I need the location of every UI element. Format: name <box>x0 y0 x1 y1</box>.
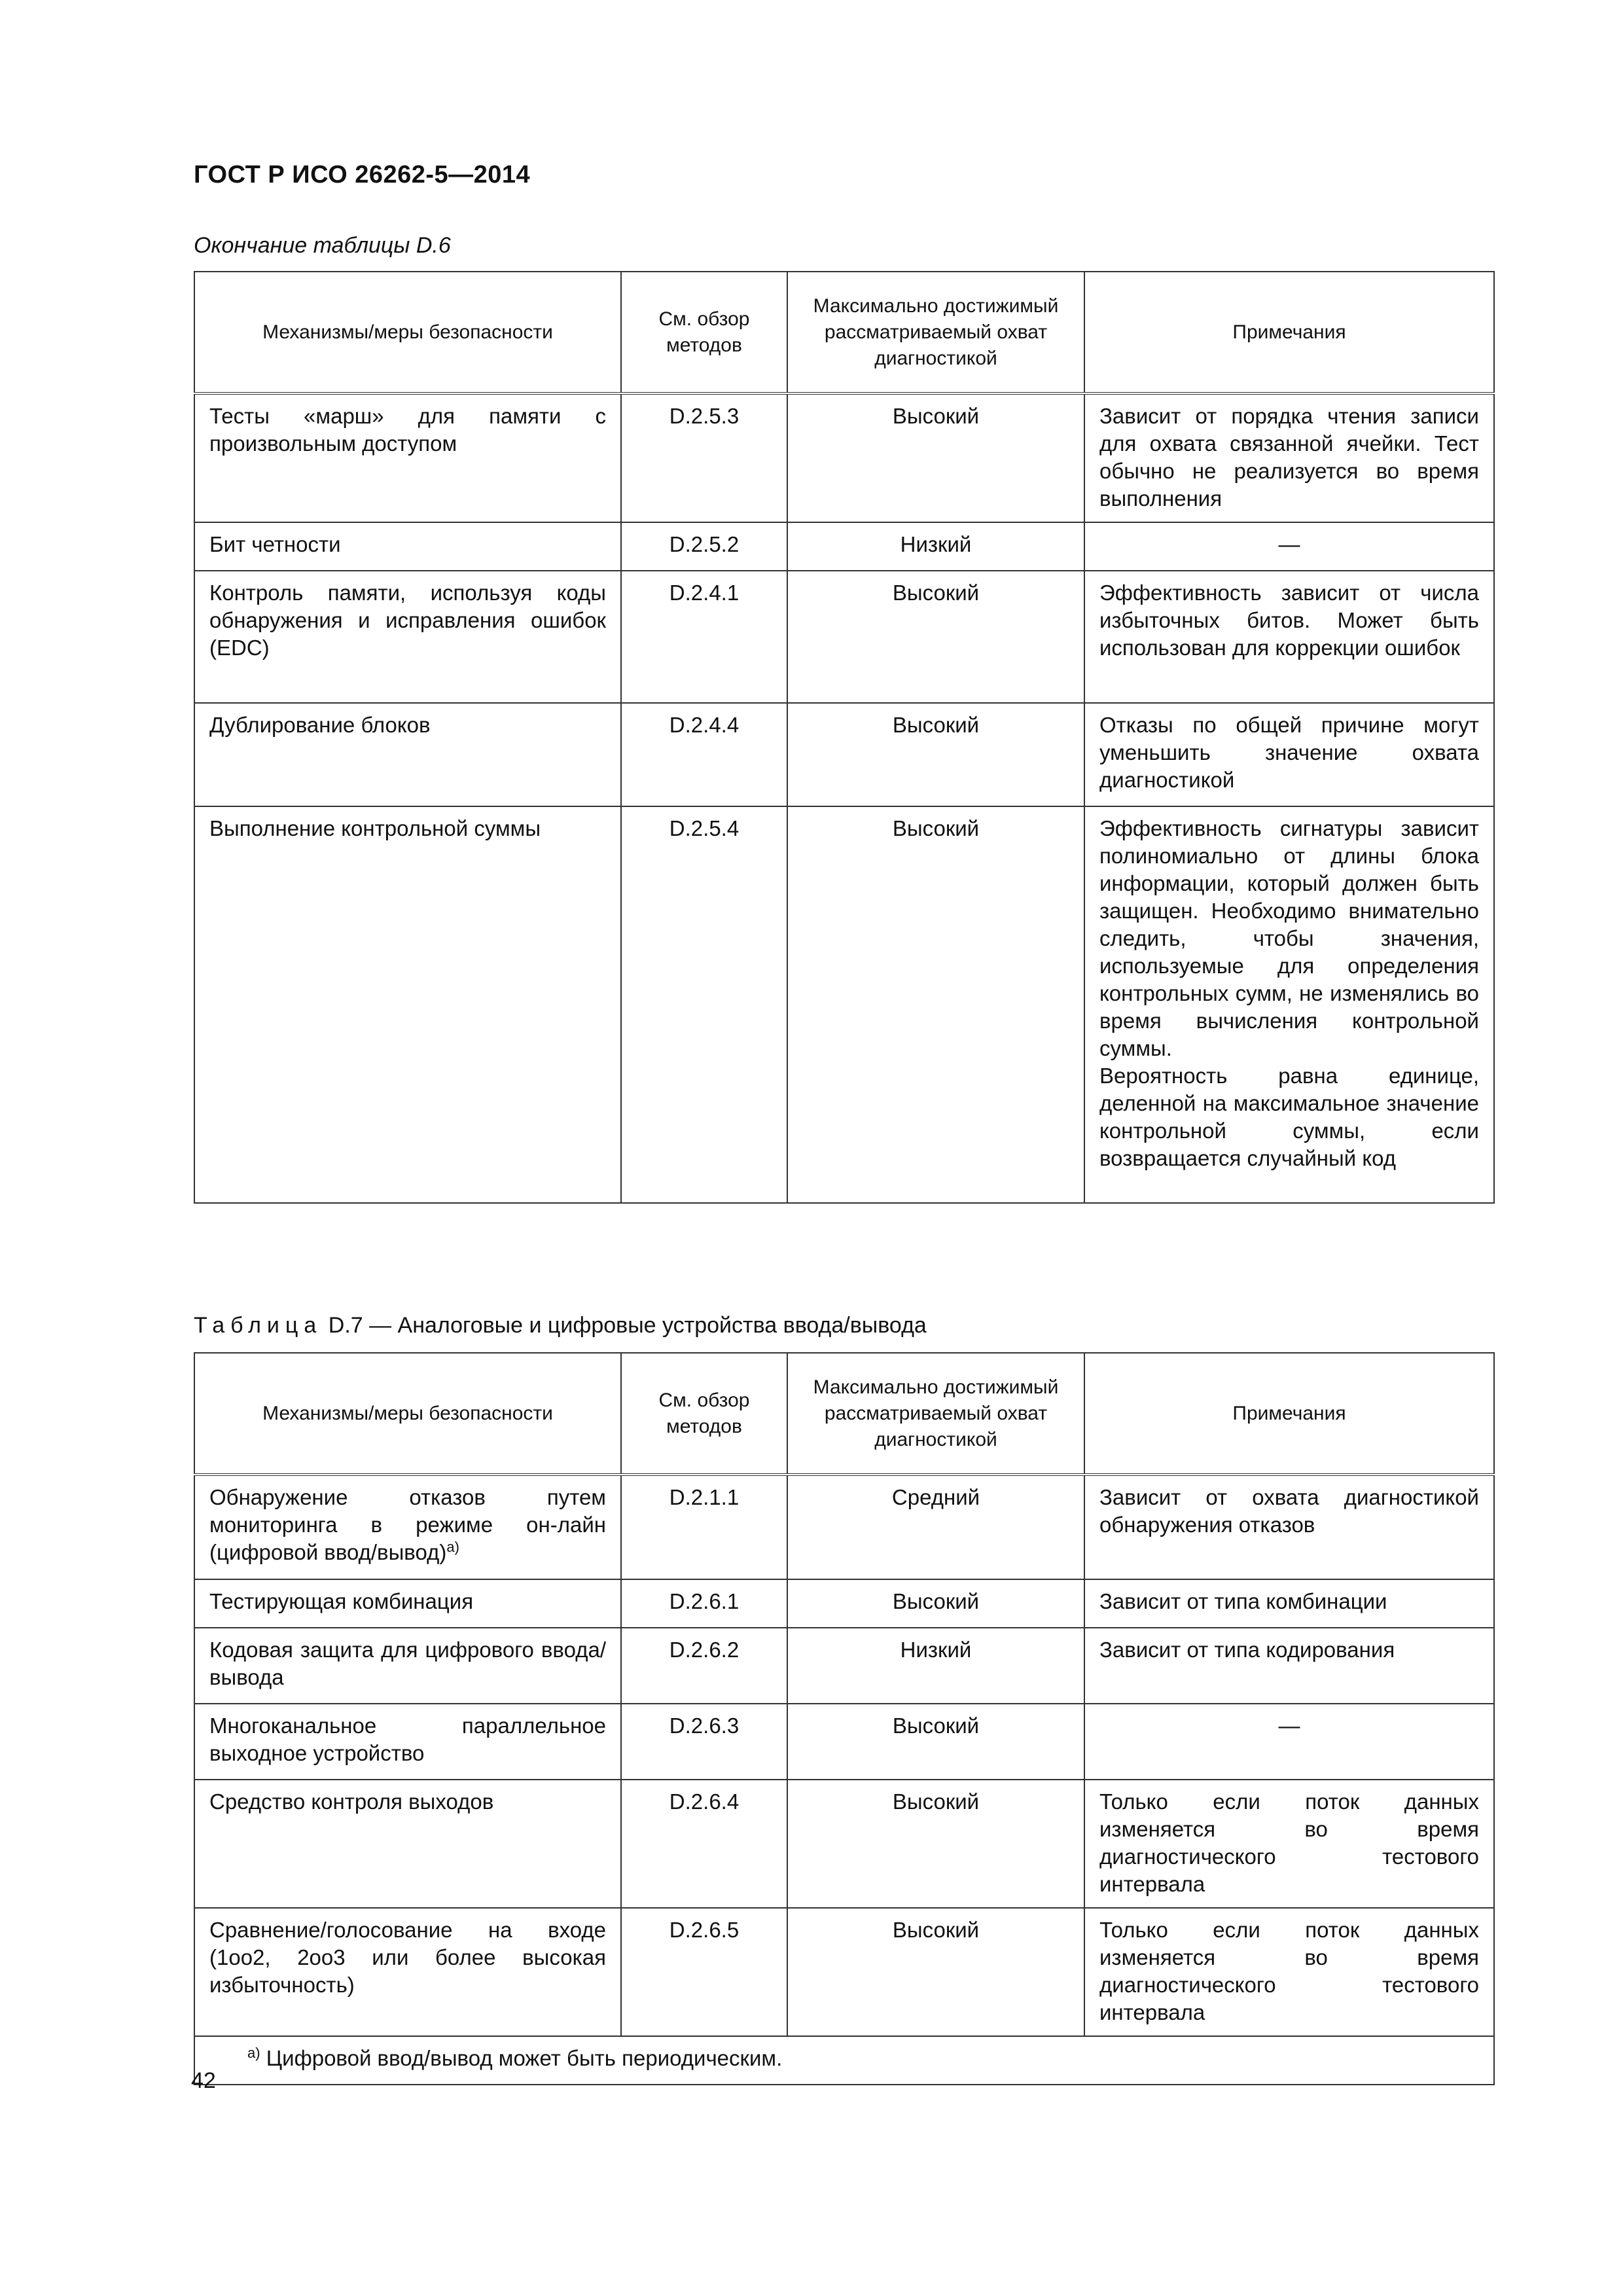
table-d6 <box>194 271 1495 1204</box>
table-row <box>194 522 1494 571</box>
reference-cell: D.2.4.4 <box>621 703 787 806</box>
footnote-row <box>194 2036 1494 2085</box>
document-header: ГОСТ Р ИСО 26262-5—2014 <box>194 161 531 188</box>
coverage-cell: Высокий <box>787 571 1084 703</box>
table-header-row <box>194 272 1494 393</box>
coverage-cell: Высокий <box>787 1908 1084 2036</box>
table-row <box>194 1780 1494 1908</box>
notes-cell: Зависит от порядка чтения записи для охвата связанной ячейки. Тест обычно не реализуется во время выполнения <box>1084 393 1494 522</box>
coverage-cell: Высокий <box>787 393 1084 522</box>
table-label: Таблица <box>194 1313 323 1338</box>
coverage-cell: Низкий <box>787 1628 1084 1704</box>
notes-cell: Только если поток данных изменяется во время диагностического тестового интервала <box>1084 1780 1494 1908</box>
measure-cell: Бит четности <box>194 522 621 571</box>
table-row <box>194 806 1494 1203</box>
column-header-coverage: Максимально достижимый рассматриваемый охват диагностикой <box>787 1353 1084 1475</box>
notes-cell: Только если поток данных изменяется во время диагностического тестового интервала <box>1084 1908 1494 2036</box>
coverage-cell: Средний <box>787 1475 1084 1579</box>
notes-cell: Зависит от типа комбинации <box>1084 1579 1494 1628</box>
table-d6-caption: Окончание таблицы D.6 <box>194 233 451 258</box>
notes-paragraph: Эффективность сигнатуры зависит полиномиально от длины блока информации, который должен быть защищен. Необходимо внимательно следить, чтобы значения, используемые для определения контрольных сумм, не изменялись во время вычисления контрольной суммы. <box>1099 816 1479 1060</box>
reference-cell: D.2.6.3 <box>621 1704 787 1780</box>
measure-cell: Сравнение/голосование на входе (1oo2, 2oo3 или более высокая избыточность) <box>194 1908 621 2036</box>
column-header-reference: См. обзор методов <box>621 1353 787 1475</box>
reference-cell: D.2.5.3 <box>621 393 787 522</box>
column-header-notes: Примечания <box>1084 272 1494 393</box>
footnote-text: Цифровой ввод/вывод может быть периодическим. <box>260 2046 783 2070</box>
notes-cell <box>1084 806 1494 1203</box>
table-d7-caption <box>194 1313 927 1338</box>
notes-cell: Эффективность зависит от числа избыточных битов. Может быть использован для коррекции ошибок <box>1084 571 1494 703</box>
column-header-coverage: Максимально достижимый рассматриваемый охват диагностикой <box>787 272 1084 393</box>
column-header-measures: Механизмы/меры безопасности <box>194 272 621 393</box>
table-row <box>194 393 1494 522</box>
coverage-cell: Высокий <box>787 1780 1084 1908</box>
measure-cell: Кодовая защита для цифрового ввода/вывода <box>194 1628 621 1704</box>
page-number: 42 <box>191 2068 216 2093</box>
notes-paragraph: Вероятность равна единице, деленной на максимальное значение контрольной суммы, если возвращается случайный код <box>1099 1064 1479 1170</box>
coverage-cell: Высокий <box>787 703 1084 806</box>
column-header-reference: См. обзор методов <box>621 272 787 393</box>
footnote-cell <box>194 2036 1494 2085</box>
table-title: D.7 — Аналоговые и цифровые устройства ввода/вывода <box>322 1313 927 1338</box>
notes-cell: — <box>1084 522 1494 571</box>
table-row <box>194 571 1494 703</box>
notes-cell: Зависит от охвата диагностикой обнаружения отказов <box>1084 1475 1494 1579</box>
notes-cell: — <box>1084 1704 1494 1780</box>
column-header-measures: Механизмы/меры безопасности <box>194 1353 621 1475</box>
measure-cell: Тестирующая комбинация <box>194 1579 621 1628</box>
table-header-row <box>194 1353 1494 1475</box>
table-row <box>194 703 1494 806</box>
reference-cell: D.2.5.4 <box>621 806 787 1203</box>
coverage-cell: Низкий <box>787 522 1084 571</box>
table-d7 <box>194 1352 1495 2085</box>
reference-cell: D.2.6.1 <box>621 1579 787 1628</box>
column-header-notes: Примечания <box>1084 1353 1494 1475</box>
table-row <box>194 1628 1494 1704</box>
measure-cell: Тесты «марш» для памяти с произвольным доступом <box>194 393 621 522</box>
table-row <box>194 1579 1494 1628</box>
table-row <box>194 1704 1494 1780</box>
measure-cell <box>194 1475 621 1579</box>
coverage-cell: Высокий <box>787 1704 1084 1780</box>
footnote-ref: a) <box>446 1539 459 1555</box>
reference-cell: D.2.6.5 <box>621 1908 787 2036</box>
reference-cell: D.2.4.1 <box>621 571 787 703</box>
coverage-cell: Высокий <box>787 1579 1084 1628</box>
reference-cell: D.2.5.2 <box>621 522 787 571</box>
reference-cell: D.2.6.4 <box>621 1780 787 1908</box>
reference-cell: D.2.1.1 <box>621 1475 787 1579</box>
coverage-cell: Высокий <box>787 806 1084 1203</box>
footnote-mark: a) <box>247 2045 260 2061</box>
measure-cell: Многоканальное параллельное выходное устройство <box>194 1704 621 1780</box>
table-row <box>194 1475 1494 1579</box>
measure-text: Обнаружение отказов путем мониторинга в режиме он-лайн (цифровой ввод/вывод) <box>209 1485 606 1564</box>
reference-cell: D.2.6.2 <box>621 1628 787 1704</box>
measure-cell: Выполнение контрольной суммы <box>194 806 621 1203</box>
table-row <box>194 1908 1494 2036</box>
measure-cell: Контроль памяти, используя коды обнаружения и исправления ошибок (EDC) <box>194 571 621 703</box>
measure-cell: Дублирование блоков <box>194 703 621 806</box>
measure-cell: Средство контроля выходов <box>194 1780 621 1908</box>
notes-cell: Отказы по общей причине могут уменьшить значение охвата диагностикой <box>1084 703 1494 806</box>
notes-cell: Зависит от типа кодирования <box>1084 1628 1494 1704</box>
